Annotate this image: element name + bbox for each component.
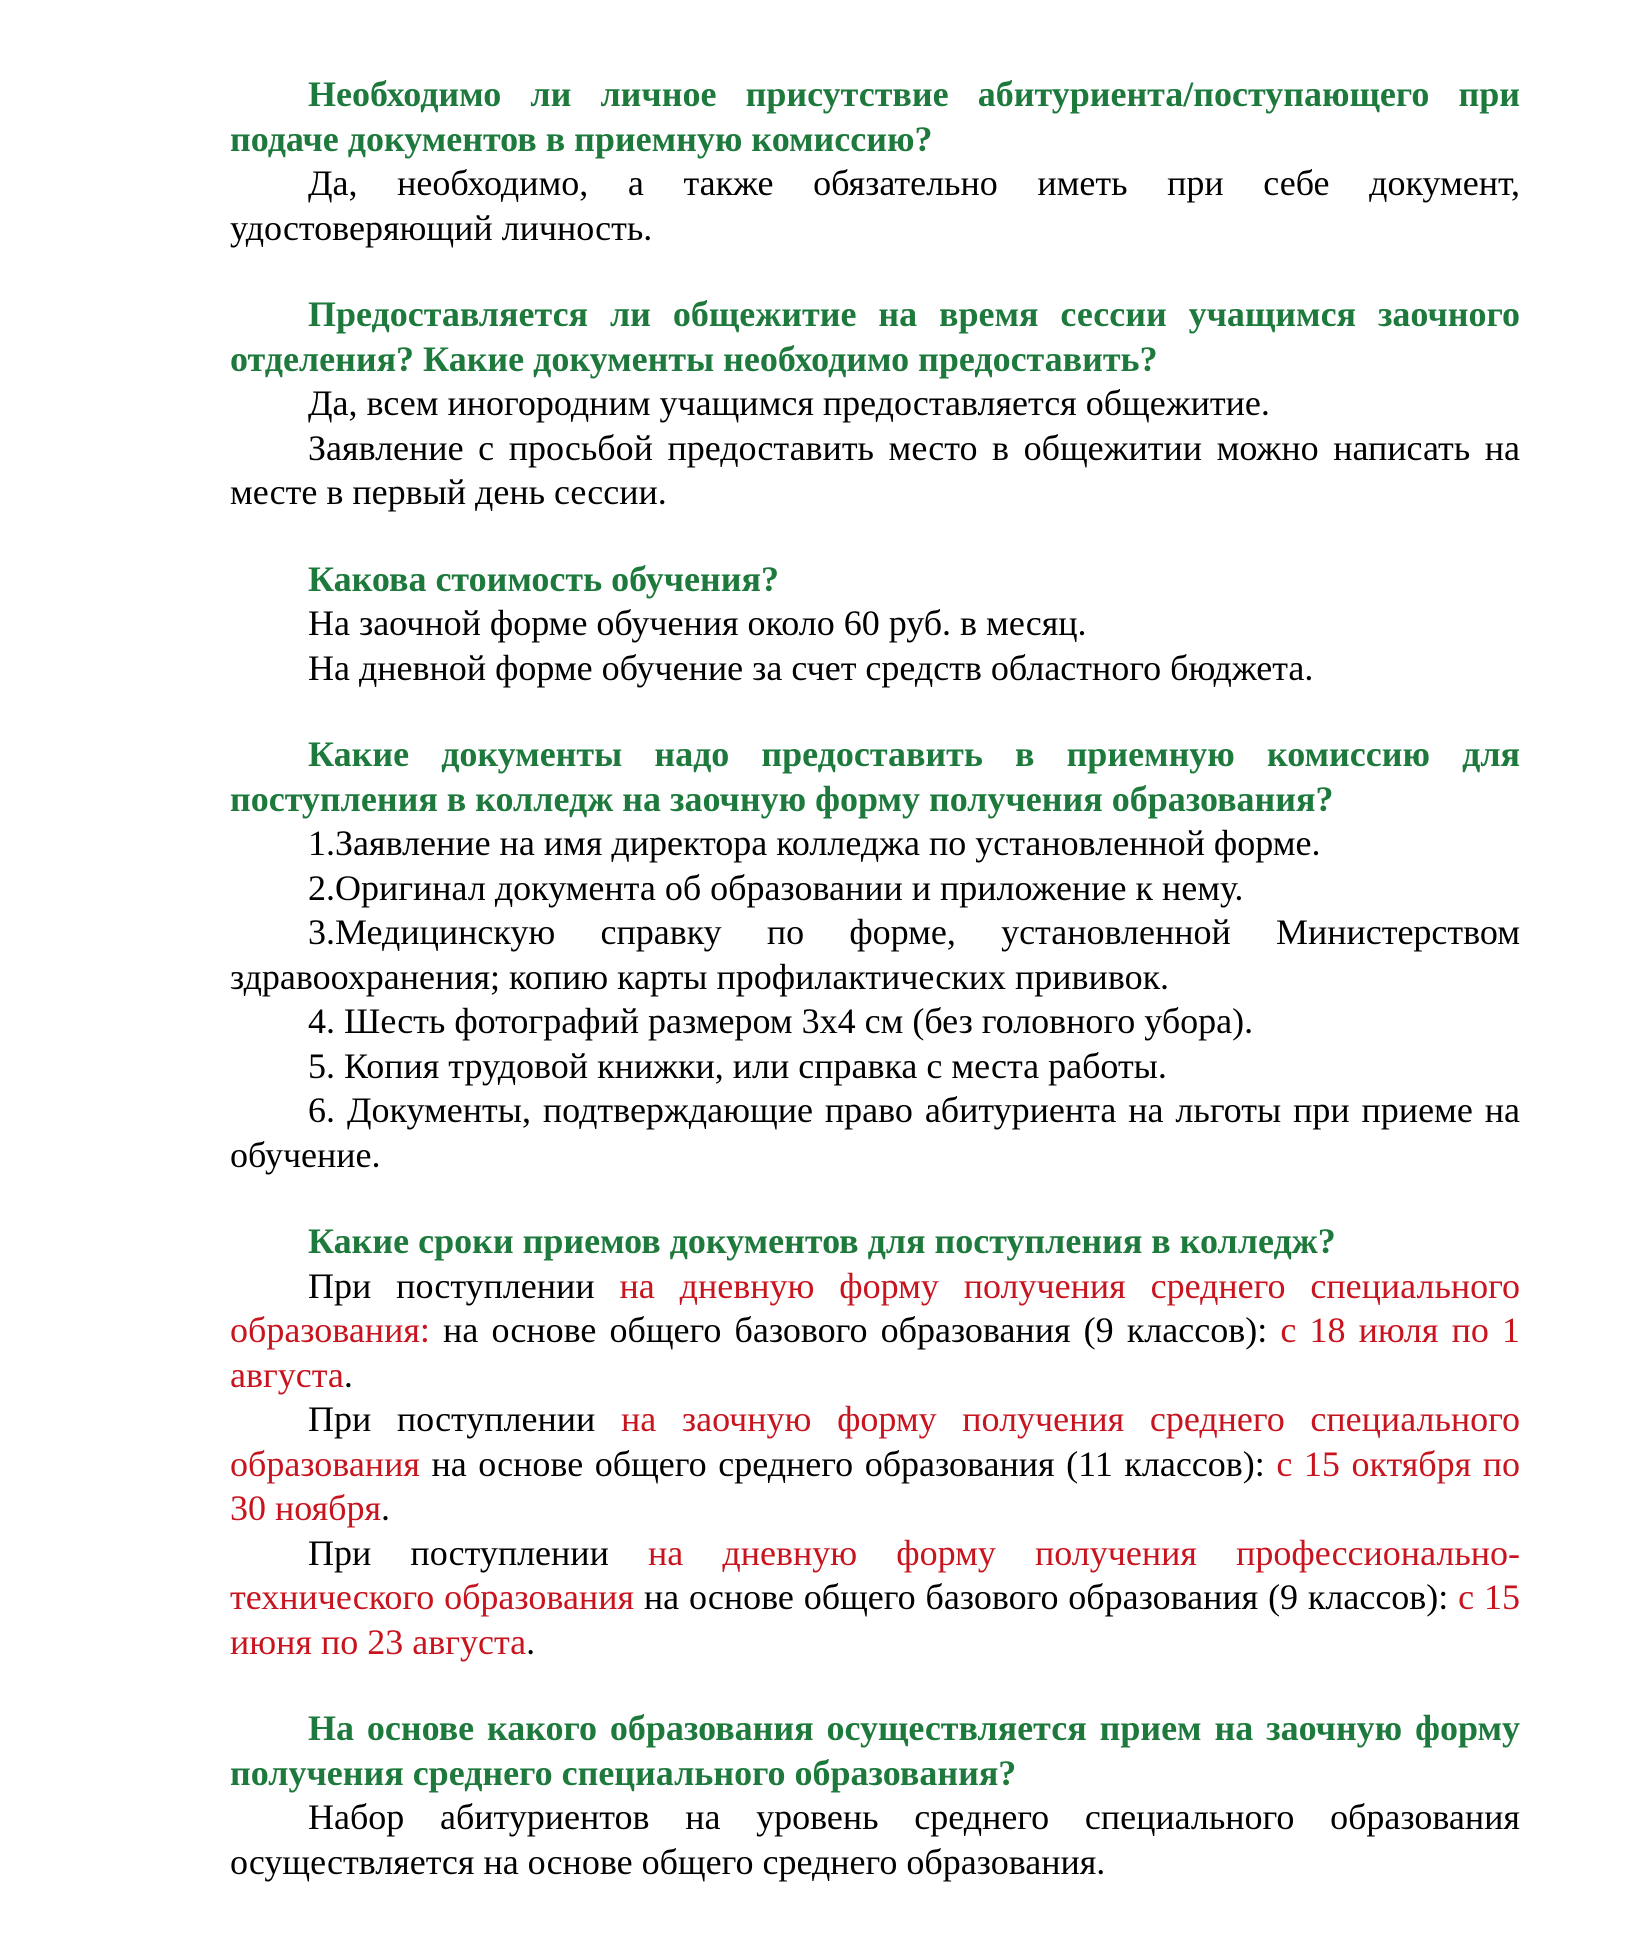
question-heading: Какие документы надо предоставить в приемную комиссию для поступления в колледж на заочную форму получения образования?	[230, 734, 1520, 819]
question-heading: Какие сроки приемов документов для поступления в колледж?	[308, 1221, 1336, 1261]
question-heading: Какова стоимость обучения?	[308, 558, 779, 599]
faq-section-education-basis	[230, 1706, 1520, 1884]
question-heading: На основе какого образования осуществляется прием на заочную форму получения среднего специального образования?	[230, 1708, 1520, 1793]
highlighted-date-range: с 15 октября по 30 ноября	[230, 1443, 1521, 1528]
admission-dates-paragraph	[230, 1531, 1520, 1665]
faq-section-dormitory	[230, 292, 1520, 515]
faq-section-required-documents	[230, 732, 1520, 1177]
answer-text: При поступлении	[308, 1532, 648, 1573]
document-list-item: 5. Копия трудовой книжки, или справка с места работы.	[308, 1045, 1167, 1086]
faq-document	[230, 72, 1520, 1884]
admission-dates-paragraph	[230, 1264, 1520, 1398]
answer-text: .	[526, 1621, 536, 1662]
answer-text: .	[343, 1354, 353, 1395]
faq-section-personal-presence	[230, 72, 1520, 250]
answer-text: на основе общего среднего образования (11 классов):	[419, 1443, 1277, 1484]
answer-text: на основе общего базового образования (9 классов):	[429, 1310, 1281, 1350]
answer-text: При поступлении	[308, 1265, 620, 1306]
highlighted-text: на заочную форму получения среднего специального образования	[230, 1399, 1521, 1484]
document-list-item: 6. Документы, подтверждающие право абитуриента на льготы при приеме на обучение.	[230, 1090, 1520, 1175]
answer-paragraph: Набор абитуриентов на уровень среднего специального образования осуществляется на основе общего среднего образования.	[230, 1797, 1520, 1882]
answer-paragraph: Да, необходимо, а также обязательно иметь при себе документ, удостоверяющий личность.	[230, 163, 1520, 248]
answer-paragraph: На заочной форме обучения около 60 руб. в месяц.	[308, 603, 1087, 643]
answer-text: на основе общего базового образования (9 классов):	[634, 1577, 1459, 1617]
document-list-item: 2.Оригинал документа об образовании и приложение к нему.	[308, 867, 1244, 908]
answer-paragraph: На дневной форме обучение за счет средств областного бюджета.	[308, 647, 1314, 688]
document-list-item: 3.Медицинскую справку по форме, установленной Министерством здравоохранения; копию карты профилактических прививок.	[230, 912, 1520, 997]
highlighted-text: на дневную форму получения среднего специального образования:	[230, 1265, 1520, 1350]
answer-text: При поступлении	[308, 1399, 621, 1439]
highlighted-text: на дневную форму получения профессионально-технического образования	[230, 1532, 1520, 1617]
highlighted-date-range: с 18 июля по 1 августа	[230, 1310, 1520, 1395]
document-list-item: 4. Шесть фотографий размером 3х4 см (без головного убора).	[308, 1001, 1254, 1041]
admission-dates-paragraph	[230, 1397, 1520, 1531]
faq-section-tuition-cost	[230, 557, 1520, 691]
answer-text: .	[381, 1488, 391, 1528]
faq-section-admission-dates	[230, 1219, 1520, 1664]
document-list-item: 1.Заявление на имя директора колледжа по установленной форме.	[308, 823, 1321, 863]
answer-paragraph: Заявление с просьбой предоставить место в общежитии можно написать на месте в первый день сессии.	[230, 427, 1520, 512]
highlighted-date-range: с 15 июня по 23 августа	[230, 1577, 1520, 1662]
answer-paragraph: Да, всем иногородним учащимся предоставляется общежитие.	[308, 383, 1270, 423]
question-heading: Предоставляется ли общежитие на время сессии учащимся заочного отделения? Какие документы необходимо предоставить?	[230, 294, 1520, 379]
question-heading: Необходимо ли личное присутствие абитуриента/поступающего при подаче документов в приемную комиссию?	[230, 74, 1520, 159]
